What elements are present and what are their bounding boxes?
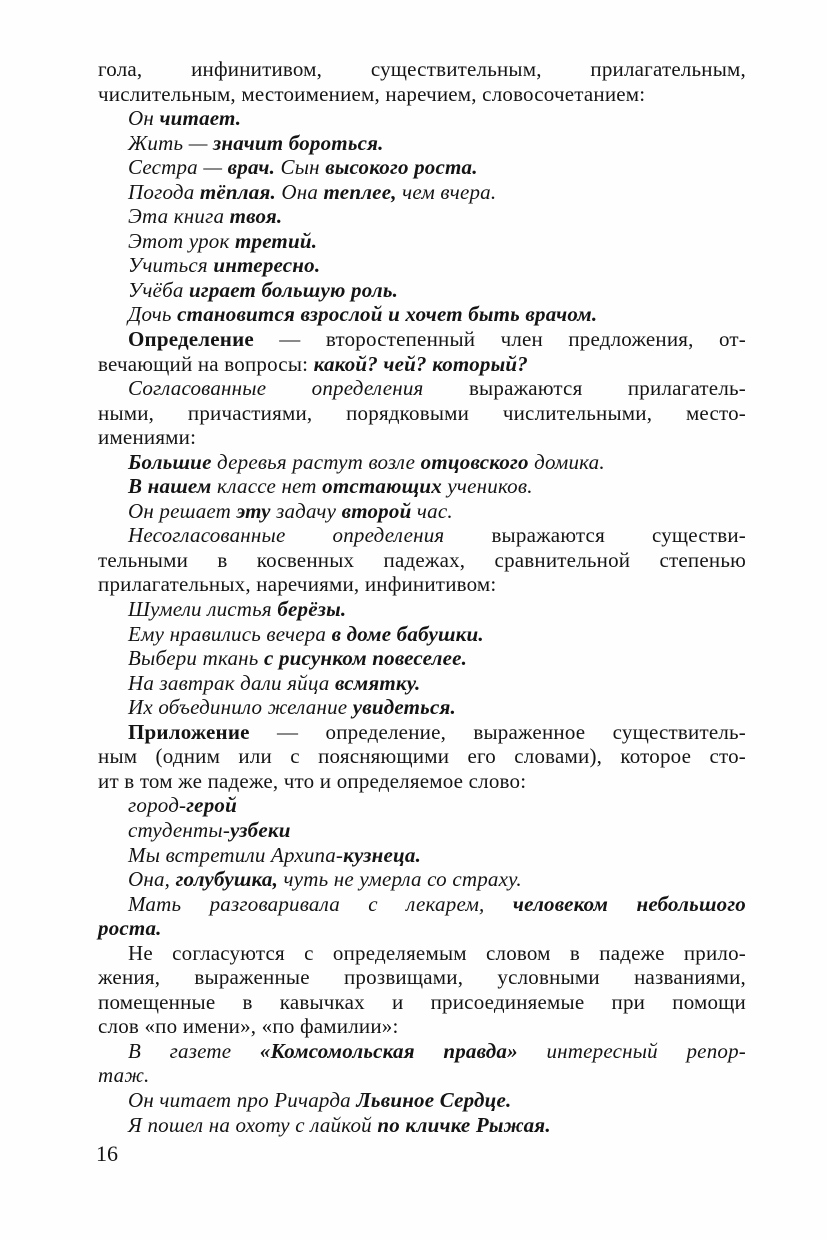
text-segment: тельными в косвенных падежах, сравнительной степенью: [98, 547, 746, 572]
text-segment: твоя.: [229, 204, 283, 229]
text-line: [98, 818, 746, 843]
text-segment: Он решает: [128, 498, 237, 523]
text-block: [98, 57, 746, 1137]
text-segment: жения, выраженные прозвищами, условными названиями,: [98, 965, 746, 990]
text-segment: помещенные в кавычках и присоединяемые при помощи: [98, 989, 746, 1014]
text-segment: Сестра —: [128, 155, 228, 180]
text-segment: Львиное Сердце.: [356, 1087, 512, 1112]
text-segment: интересный репор-: [517, 1038, 746, 1063]
text-segment: вечающий на вопросы:: [98, 351, 314, 376]
text-segment: Выбери ткань: [128, 646, 264, 671]
text-segment: чуть не умерла со страху.: [278, 867, 522, 892]
text-line: [98, 1014, 746, 1039]
text-line: [98, 523, 746, 548]
text-line: [98, 352, 746, 377]
text-segment: имениями:: [98, 425, 197, 450]
text-line: [98, 1113, 746, 1138]
text-segment: — второстепенный член предложения, от-: [253, 327, 746, 352]
text-segment: ит в том же падеже, что и определяемое слово:: [98, 768, 527, 793]
text-segment: Мы встретили Архипа-: [128, 842, 344, 867]
text-line: [98, 769, 746, 794]
text-segment: Их объединило желание: [128, 695, 353, 720]
text-line: [98, 278, 746, 303]
text-segment: Ему нравились вечера: [128, 621, 332, 646]
text-segment: всмятку.: [334, 670, 421, 695]
text-line: [98, 474, 746, 499]
text-line: [98, 867, 746, 892]
text-line: [98, 106, 746, 131]
text-segment: числительным, местоимением, наречием, словосочетанием:: [98, 81, 646, 106]
text-line: [98, 646, 746, 671]
text-line: [98, 253, 746, 278]
text-line: [98, 793, 746, 818]
text-line: [98, 450, 746, 475]
text-line: [98, 302, 746, 327]
text-segment: Он читает про Ричарда: [128, 1087, 357, 1112]
text-line: [98, 572, 746, 597]
text-segment: прилагательных, наречиями, инфинитивом:: [98, 572, 497, 597]
text-line: [98, 57, 746, 82]
text-segment: студенты-: [128, 817, 231, 842]
text-segment: — определение, выраженное существитель-: [249, 719, 746, 744]
text-line: [98, 941, 746, 966]
text-segment: кузнеца.: [343, 842, 422, 867]
text-segment: В нашем: [128, 474, 212, 499]
text-line: [98, 720, 746, 745]
text-segment: врач.: [227, 155, 276, 180]
text-line: [98, 548, 746, 573]
text-line: [98, 155, 746, 180]
text-segment: В газете: [128, 1038, 260, 1063]
text-segment: Сын: [275, 155, 326, 180]
text-line: [98, 744, 746, 769]
text-line: [98, 1088, 746, 1113]
text-segment: слов «по имени», «по фамилии»:: [98, 1014, 399, 1039]
text-segment: час.: [411, 498, 453, 523]
text-segment: Жить —: [128, 130, 214, 155]
text-segment: Эта книга: [128, 204, 230, 229]
text-segment: Согласованные определения: [128, 376, 424, 401]
text-segment: «Комсомольская правда»: [259, 1038, 518, 1063]
text-segment: выражаются прилагатель-: [423, 376, 746, 401]
text-segment: с рисунком повеселее.: [263, 646, 468, 671]
text-segment: ным (одним или с поясняющими его словами), которое сто-: [98, 744, 746, 769]
text-segment: эту: [236, 498, 271, 523]
text-segment: в доме бабушки.: [331, 621, 484, 646]
text-line: [98, 597, 746, 622]
text-line: [98, 990, 746, 1015]
text-segment: гола, инфинитивом, существительным, прилагательным,: [98, 57, 746, 81]
text-segment: Большие: [128, 449, 212, 474]
text-segment: Учёба: [128, 277, 189, 302]
text-line: [98, 843, 746, 868]
text-segment: ными, причастиями, порядковыми числительными, место-: [98, 400, 746, 425]
text-line: [98, 622, 746, 647]
text-segment: Несогласованные определения: [128, 523, 445, 548]
text-line: [98, 671, 746, 696]
text-line: [98, 82, 746, 107]
page-number: 16: [96, 1141, 118, 1166]
text-segment: чем вчера.: [396, 179, 497, 204]
text-line: [98, 229, 746, 254]
text-segment: второй: [341, 498, 412, 523]
text-segment: читает.: [159, 106, 242, 131]
text-segment: Дочь: [128, 302, 178, 327]
text-segment: герой: [186, 793, 237, 818]
text-segment: становится взрослой и хочет быть врачом.: [177, 302, 598, 327]
text-segment: по кличке Рыжая.: [377, 1112, 551, 1137]
text-segment: Мать разговаривала с лекарем,: [128, 891, 513, 916]
text-segment: узбеки: [230, 817, 291, 842]
text-segment: домика.: [528, 449, 605, 474]
text-segment: играет большую роль.: [188, 277, 399, 302]
text-segment: значит бороться.: [213, 130, 384, 155]
text-segment: роста.: [98, 916, 162, 941]
text-line: [98, 425, 746, 450]
text-segment: Этот урок: [128, 228, 235, 253]
text-segment: третий.: [234, 228, 318, 253]
text-segment: увидеться.: [352, 695, 456, 720]
text-line: [98, 965, 746, 990]
text-segment: учеников.: [441, 474, 533, 499]
text-segment: берёзы.: [277, 597, 347, 622]
text-segment: классе нет: [211, 474, 323, 499]
text-segment: высокого роста.: [325, 155, 478, 180]
text-segment: Он: [128, 106, 160, 131]
text-segment: задачу: [270, 498, 342, 523]
text-line: [98, 376, 746, 401]
text-segment: интересно.: [213, 253, 321, 278]
text-segment: Погода: [128, 179, 200, 204]
text-segment: деревья растут возле: [211, 449, 421, 474]
text-segment: отстающих: [322, 474, 442, 499]
text-segment: Шумели листья: [128, 597, 278, 622]
text-segment: Учиться: [128, 253, 214, 278]
text-line: [98, 401, 746, 426]
text-segment: На завтрак дали яйца: [128, 670, 335, 695]
text-line: [98, 916, 746, 941]
text-segment: голубушка,: [175, 867, 279, 892]
text-line: [98, 180, 746, 205]
text-line: [98, 499, 746, 524]
text-segment: Приложение: [128, 719, 250, 744]
text-line: [98, 1039, 746, 1064]
text-segment: Не согласуются с определяемым словом в падеже прило-: [128, 940, 746, 965]
text-segment: Определение: [128, 327, 254, 352]
text-segment: Она: [275, 179, 324, 204]
text-line: [98, 892, 746, 917]
text-segment: человеком небольшого: [512, 891, 746, 916]
text-line: [98, 131, 746, 156]
text-segment: отцовского: [420, 449, 529, 474]
text-segment: таж.: [98, 1063, 150, 1088]
text-segment: Я пошел на охоту с лайкой: [128, 1112, 378, 1137]
text-segment: тёплая.: [199, 179, 276, 204]
text-segment: какой? чей? который?: [313, 351, 528, 376]
text-segment: теплее,: [323, 179, 397, 204]
text-line: [98, 327, 746, 352]
text-line: [98, 695, 746, 720]
text-line: [98, 1063, 746, 1088]
text-segment: выражаются существи-: [444, 523, 746, 548]
text-segment: город-: [128, 793, 187, 818]
text-line: [98, 204, 746, 229]
text-segment: Она,: [128, 867, 176, 892]
